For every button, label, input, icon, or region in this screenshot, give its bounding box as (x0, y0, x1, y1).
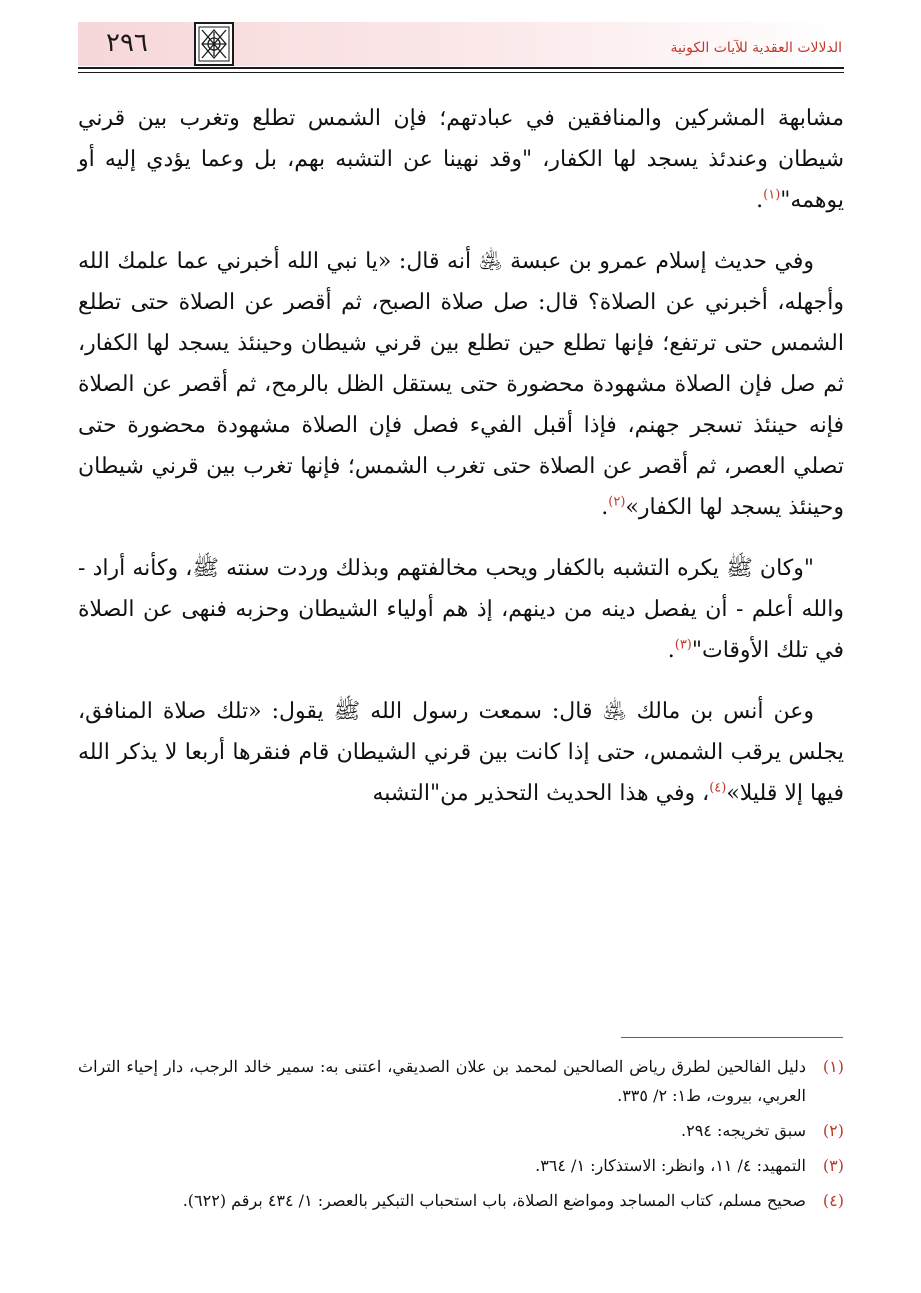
footnote-ref[interactable]: (٤) (709, 780, 727, 796)
footnote-ref[interactable]: (٢) (608, 494, 626, 510)
footnote-ref[interactable]: (١) (763, 187, 781, 203)
main-text (78, 98, 844, 834)
footnote-text: صحيح مسلم، كتاب المساجد ومواضع الصلاة، باب استحباب التبكير بالعصر: ١/ ٤٣٤ برقم (٦٢٢). (182, 1191, 806, 1210)
paragraph: مشابهة المشركين والمنافقين في عبادتهم؛ فإن الشمس تطلع وتغرب بين قرني شيطان وعندئذ يسجد لها الكفار، "وقد نهينا عن التشبه بهم، بل وعما يؤدي إليه أو يوهمه"$^{(١)}$. (78, 106, 844, 213)
running-title: الدلالات العقدية للآيات الكونية (670, 40, 842, 56)
page-number: ٢٩٦ (106, 28, 148, 58)
footnotes (78, 1052, 844, 1221)
footnote-item (78, 1116, 844, 1145)
footnote-text: سبق تخريجه: ٢٩٤. (681, 1121, 806, 1140)
paragraph: "وكان ﷺ يكره التشبه بالكفار ويحب مخالفتهم وبذلك وردت سنته ﷺ، وكأنه أراد - والله أعلم - أن يفصل دينه من دينهم، إذ هم أولياء الشيطان وحزبه فنهى عن الصلاة في تلك الأوقات"$^{(٣)}$. (78, 556, 844, 663)
footnote-item (78, 1052, 844, 1110)
page-header (78, 18, 844, 70)
paragraph: وفي حديث إسلام عمرو بن عبسة ﵁ أنه قال: «يا نبي الله أخبرني عما علمك الله وأجهله، أخبرني عن الصلاة؟ قال: صل صلاة الصبح، ثم أقصر عن الصلاة حتى تطلع الشمس حتى ترتفع؛ فإنها تطلع حين تطلع بين قرني شيطان وحينئذ يسجد لها الكفار، ثم صل فإن الصلاة مشهودة محضورة حتى يستقل الظل بالرمح، ثم أقصر عن الصلاة فإنه حينئذ تسجر جهنم، فإذا أقبل الفيء فصل فإن الصلاة مشهودة محضورة حتى تصلي العصر، ثم أقصر عن الصلاة حتى تغرب الشمس؛ فإنها تغرب بين قرني شيطان وحينئذ يسجد لها الكفار»$^{(٢)}$. (78, 249, 844, 520)
header-rule-thin (78, 72, 844, 73)
footnote-number: (٤) (822, 1191, 844, 1210)
footnote-separator (621, 1037, 843, 1038)
footnote-item (78, 1186, 844, 1215)
footnote-text: التمهيد: ٤/ ١١، وانظر: الاستذكار: ١/ ٣٦٤. (535, 1156, 806, 1175)
footnote-ref[interactable]: (٣) (674, 637, 692, 653)
header-rule-thick (78, 67, 844, 69)
footnote-number: (٢) (822, 1121, 844, 1140)
footnote-number: (٣) (822, 1156, 844, 1175)
footnote-text: دليل الفالحين لطرق رياض الصالحين لمحمد بن علان الصديقي، اعتنى به: سمير خالد الرجب، دار إحياء التراث العربي، بيروت، ط١: ٢/ ٣٣٥. (78, 1057, 806, 1105)
paragraph: وعن أنس بن مالك ﵁ قال: سمعت رسول الله ﷺ يقول: «تلك صلاة المنافق، يجلس يرقب الشمس، حتى إذا كانت بين قرني الشيطان قام فنقرها أربعا لا يذكر الله فيها إلا قليلا»$^{(٤)}$، وفي هذا الحديث التحذير من"التشبه (78, 699, 844, 806)
footnote-item (78, 1151, 844, 1180)
ornament-icon (194, 22, 234, 66)
footnote-number: (١) (822, 1057, 844, 1076)
